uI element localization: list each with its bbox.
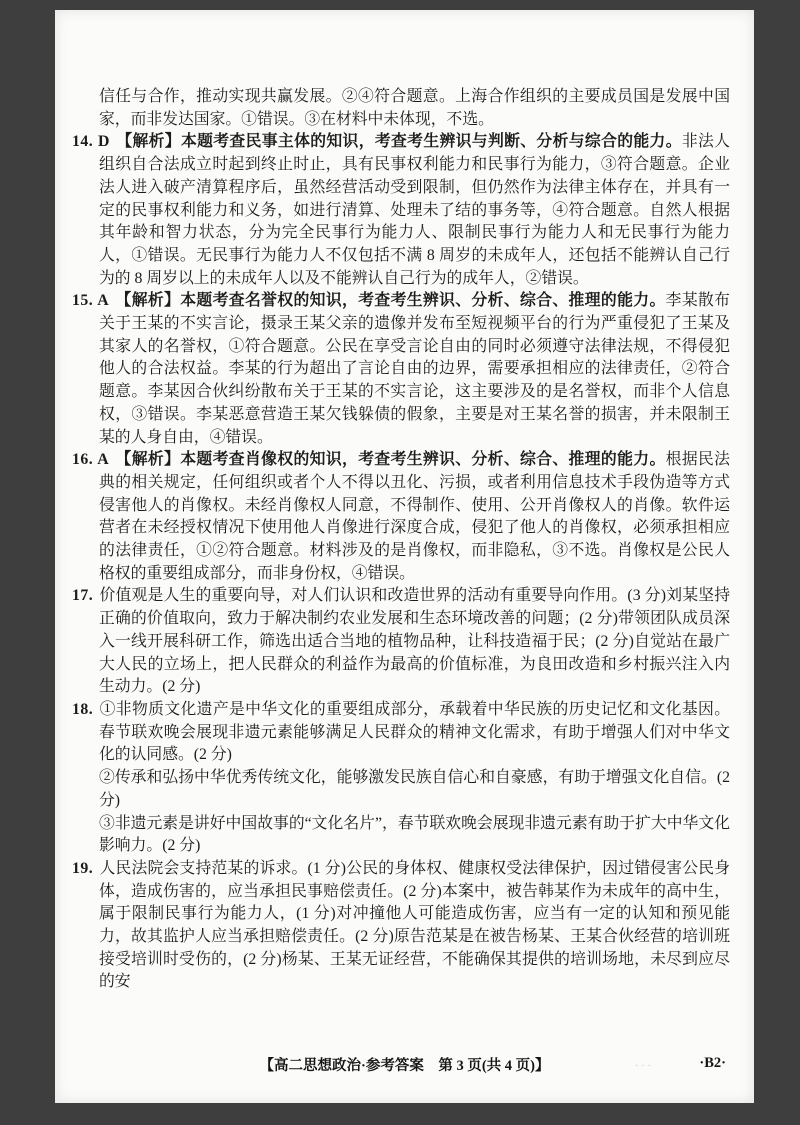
answer-body: 人民法院会支持范某的诉求。(1 分)公民的身体权、健康权受法律保护，因过错侵害公民身体，造成伤害的，应当承担民事赔偿责任。(2 分)本案中，被告韩某作为未成年的高中生，属于限制民事行为能力人，(1 分)对冲撞他人可能造成伤害，应当有一定的认知和预见能力，故其监护人应当承担赔偿责任。(2 分)原告范某是在被告杨某、王某合伙经营的培训班接受培训时受伤的，(2 分)杨某、王某无证经营，不能确保其提供的培训场地，未尽到应尽的安 [99,859,730,991]
document-page [55,10,754,1103]
answer-body: 价值观是人生的重要向导，对人们认识和改造世界的活动有重要导向作用。(3 分)刘某坚持正确的价值取向，致力于解决制约农业发展和生态环境改善的问题；(2 分)带领团队成员深入一线开展科研工作，筛选出适合当地的植物品种，让科技造福于民；(2 分)自觉站在最广大人民的立场上，把人民群众的利益作为最高的价值标准，为良田改造和乡村振兴注入内生动力。(2 分) [99,587,730,696]
answer-body: ①非物质文化遗产是中华文化的重要组成部分，承载着中华民族的历史记忆和文化基因。春节联欢晚会展现非遗元素能够满足人民群众的精神文化需求，有助于增强人们对中华文化的认同感。(2 分) [99,700,730,764]
answer-body: 根据民法典的相关规定，任何组织或者个人不得以丑化、污损，或者利用信息技术手段伪造等方式侵害他人的肖像权。未经肖像权人同意，不得制作、使用、公开肖像权人的肖像。软件运营者在未经授权情况下使用他人肖像进行深度合成，侵犯了他人的肖像权，必须承担相应的法律责任，①②符合题意。材料涉及的是肖像权，而非隐私，③不选。肖像权是公民人格权的重要组成部分，而非身份权，④错误。 [99,451,730,582]
answer-item-15 [72,290,730,449]
answer-number: 16. A [72,451,110,469]
answer-number: 15. A [72,292,110,310]
continuation-paragraph: 信任与合作，推动实现共赢发展。②④符合题意。上海合作组织的主要成员国是发展中国家，而非发达国家。①错误。③在材料中未体现，不选。 [99,88,730,128]
analysis-text: 【解析】本题考查肖像权的知识，考查考生辨识、分析、综合、推理的能力。 [115,451,666,469]
answer-number: 18. [72,700,94,718]
answer-item-17 [72,585,730,699]
footer-paper-code: ·B2· [699,1055,726,1071]
answer-body: 非法人组织自合法成立时起到终止时止，具有民事权利能力和民事行为能力，③符合题意。企业法人进入破产清算程序后，虽然经营活动受到限制，但仍然作为法律主体存在，并具有一定的民事权利能力和义务，如进行清算、处理未了结的事务等，④符合题意。自然人根据其年龄和智力状态，分为完全民事行为能力人、限制民事行为能力人和无民事行为能力人，①错误。无民事行为能力人不仅包括不满 8 周岁的未成年人，还包括不能辨认自己行为的 8 周岁以上的未成年人以及不能辨认自己行为的成年人，②错误。 [99,133,730,287]
page-footer [55,1054,754,1075]
footer-page-title: 【高二思想政治·参考答案 第 3 页(共 4 页)】 [259,1058,550,1074]
scan-artifact-mark: ··· [635,1061,654,1072]
answer-body: 李某散布关于王某的不实言论，摄录王某父亲的遗像并发布至短视频平台的行为严重侵犯了王某及其家人的名誉权，①符合题意。公民在享受言论自由的同时必须遵守法律法规，不得侵犯他人的合法权益。李某的行为超出了言论自由的边界，需要承担相应的法律责任，②符合题意。李某因合伙纠纷散布关于王某的不实言论，这主要涉及的是名誉权，而非个人信息权，③错误。李某恶意营造王某欠钱躲债的假象，主要是对王某名誉的损害，并未限制王某的人身自由，④错误。 [99,292,730,446]
answer-item-18 [72,699,730,767]
answer-item-19 [72,858,730,994]
answer-key-content [55,10,754,994]
answer-number: 17. [72,587,94,605]
answer-number: 14. D [72,133,110,151]
answer-number: 19. [72,859,94,877]
answer-item-18-point-3: ③非遗元素是讲好中国故事的“文化名片”，春节联欢晚会展现非遗元素有助于扩大中华文化影响力。(2 分) [99,814,730,855]
analysis-text: 【解析】本题考查名誉权的知识，考查考生辨识、分析、综合、推理的能力。 [115,292,666,310]
answer-item-14 [72,131,730,290]
answer-item-16 [72,449,730,585]
answer-item-18-point-2: ②传承和弘扬中华优秀传统文化，能够激发民族自信心和自豪感，有助于增强文化自信。(2 分) [99,769,730,809]
analysis-text: 【解析】本题考查民事主体的知识，考查考生辨识与判断、分析与综合的能力。 [115,133,682,151]
